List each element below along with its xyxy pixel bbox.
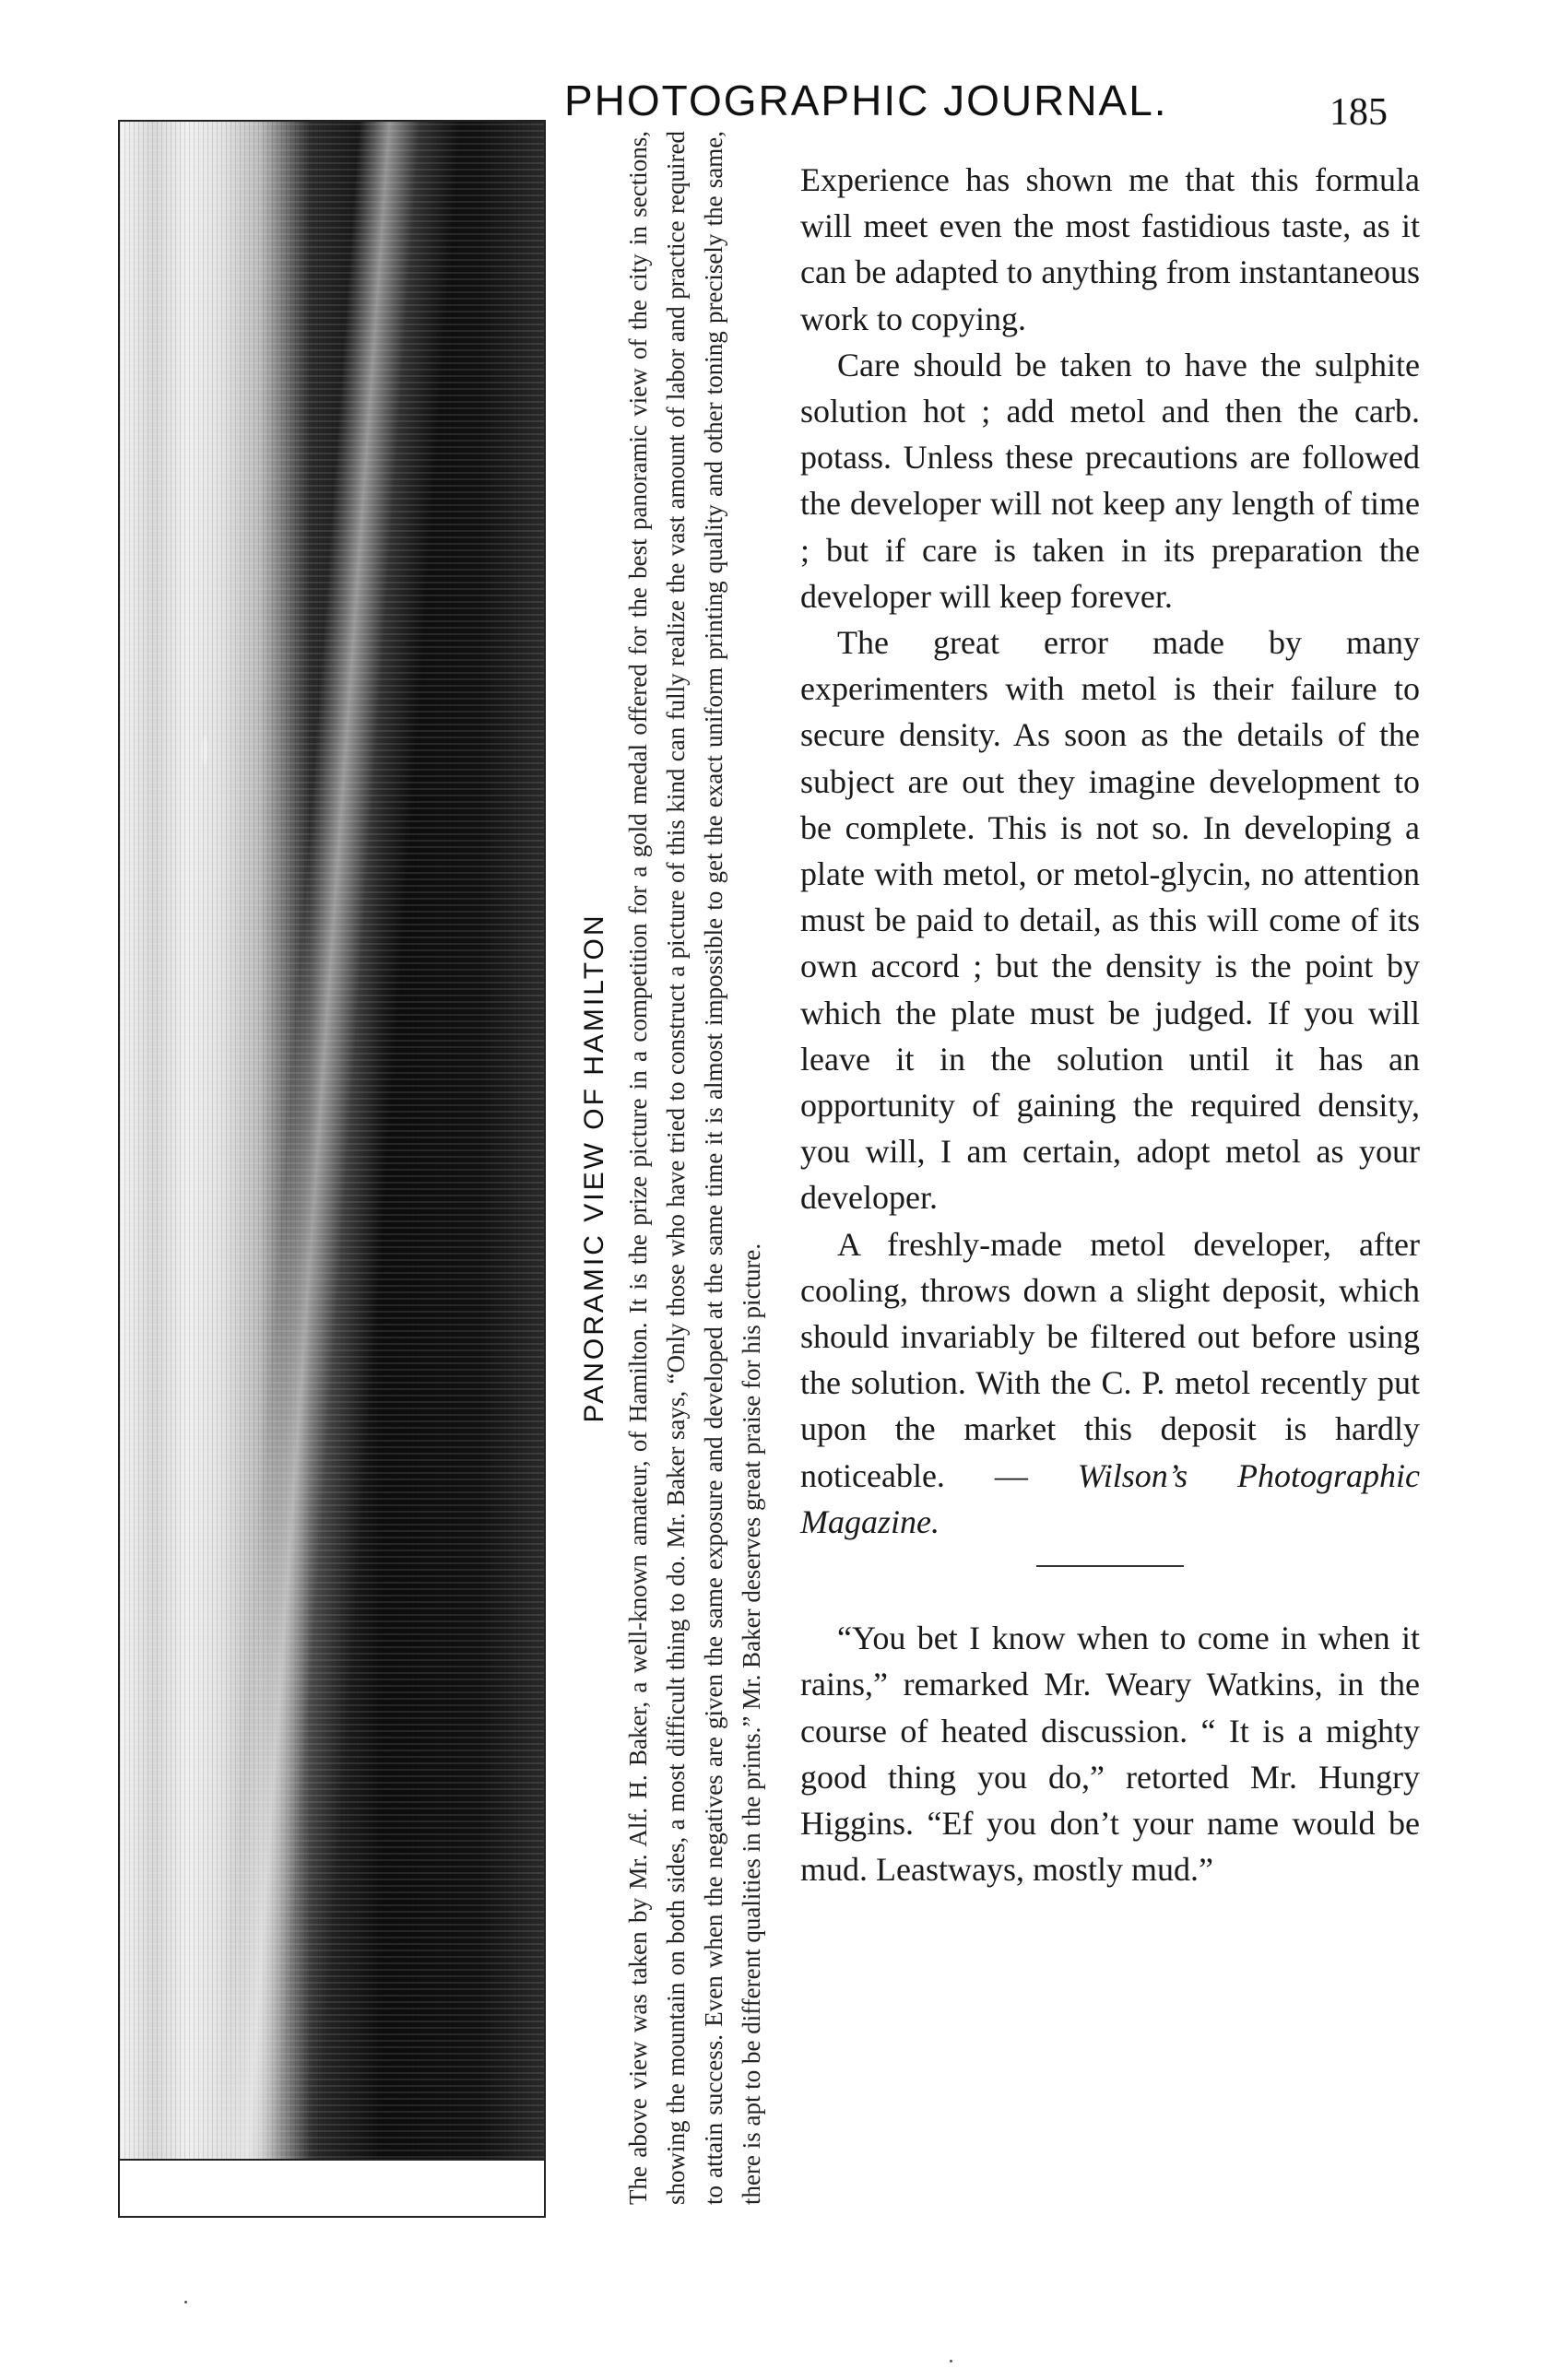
page-number: 185 bbox=[1330, 91, 1388, 134]
paper-speck bbox=[184, 2301, 187, 2303]
article-paragraph: Experience has shown me that this formula will meet even the most fastidious taste, as it can be adapted to anything from instantaneous work to copying. bbox=[800, 161, 1420, 337]
article-column bbox=[800, 157, 1420, 1892]
panoramic-photo bbox=[118, 120, 546, 2218]
figure-caption-block bbox=[566, 120, 797, 2214]
anecdote-paragraph: “You bet I know when to come in when it rains,” remarked Mr. Weary Watkins, in the course of heated discussion. “ It is a mighty good thing you do,” retorted Mr. Hungry Higgins. “Ef you don’t your name would be mud. Leastways, mostly mud.” bbox=[800, 1620, 1420, 1889]
figure-caption: The above view was taken by Mr. Alf. H. Baker, a well-known amateur, of Hamilton. It is the prize picture in a competition for a gold medal offered for the best panoramic view of the city in sections, showing the mountain on both sides, a most difficult thing to do. Mr. Baker says, “Only those who have tried to construct a picture of this kind can fully realize the vast amount of labor and practice required to attain success. Even when the negatives are given the same exposure and developed at the same time it is almost impossible to get the exact uniform printing quality and other toning precisely the same, there is apt to be different qualities in the prints.” Mr. Baker deserves great praise for his picture. bbox=[624, 131, 765, 2205]
article-paragraph-with-source bbox=[800, 1221, 1420, 1545]
article-paragraph-text: A freshly-made metol developer, after cooling, throws down a slight deposit, which should invariably be filtered out before using the solution. With the C. P. metol recently put upon the market this deposit is hardly noticeable. — bbox=[800, 1225, 1420, 1494]
figure-caption-rotated bbox=[575, 131, 787, 2205]
paper-speck bbox=[950, 2360, 952, 2362]
article-paragraph: The great error made by many experimenters with metol is their failure to secure density. As soon as the details of the subject are out they imagine development to be complete. This is not so. In developing a plate with metol, or metol-glycin, no attention must be paid to detail, as this will come of its own accord ; but the density is the point by which the plate must be judged. If you will leave it in the solution until it has an opportunity of gaining the required density, you will, I am certain, adopt metol as your developer. bbox=[800, 624, 1420, 1217]
figure-heading: PANORAMIC VIEW OF HAMILTON bbox=[579, 913, 609, 1423]
article-paragraph: Care should be taken to have the sulphite solution hot ; add metol and then the carb. potass. Unless these precautions are followed the developer will not keep any length of time ; but if care is taken in its preparation the developer will keep forever. bbox=[800, 346, 1420, 615]
section-divider bbox=[1036, 1565, 1184, 1567]
source-citation: Wilson’s Photographic Magazine. bbox=[800, 1456, 1420, 1540]
photo-border-strip bbox=[120, 2159, 544, 2216]
photo-road-band bbox=[213, 122, 461, 2216]
running-header: PHOTOGRAPHIC JOURNAL. bbox=[564, 77, 1168, 124]
